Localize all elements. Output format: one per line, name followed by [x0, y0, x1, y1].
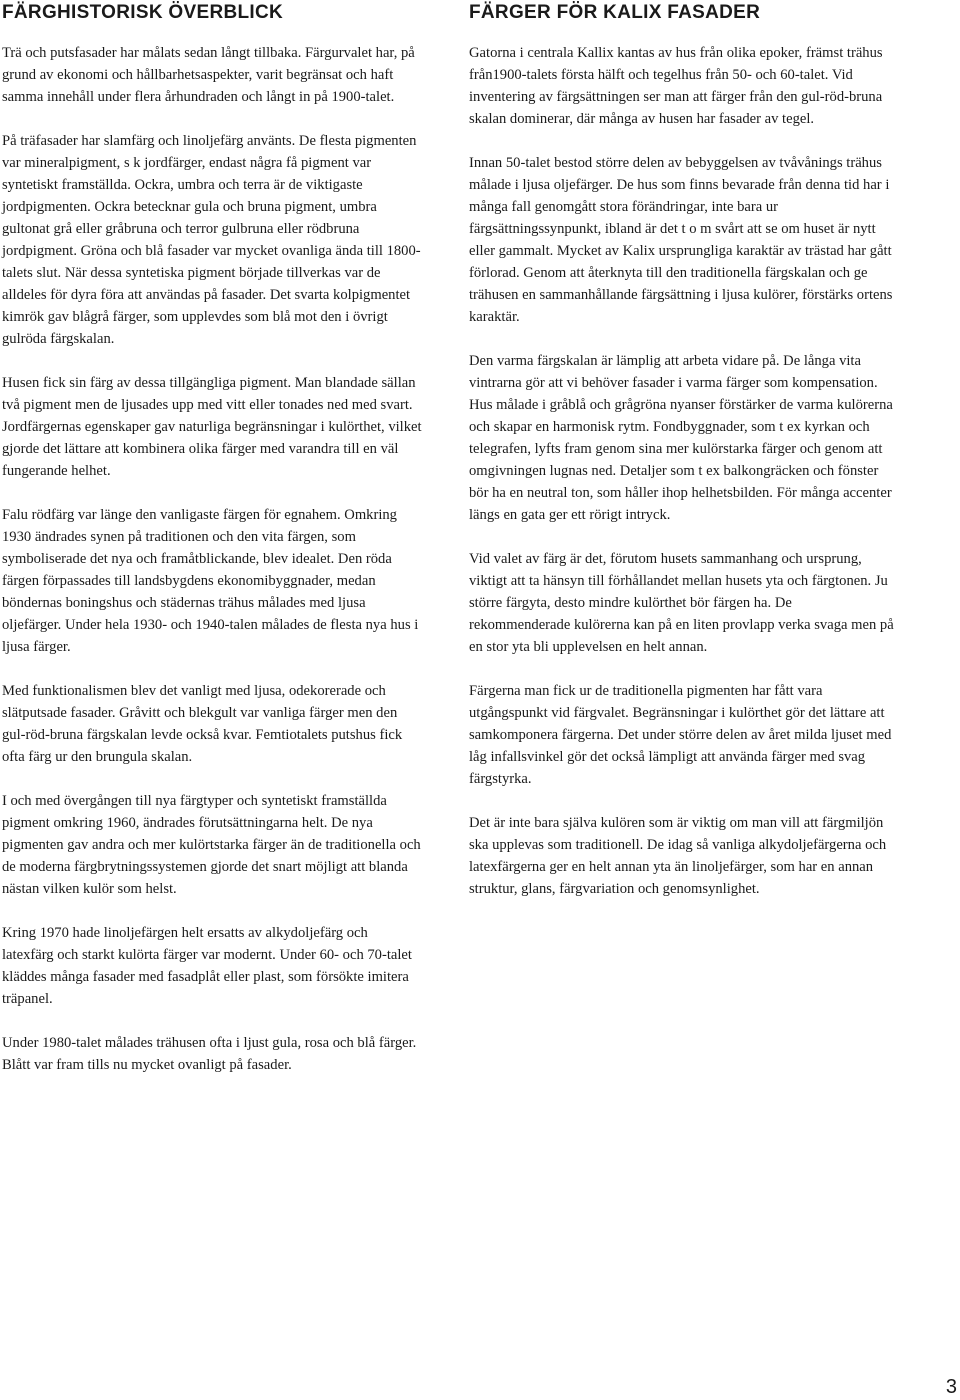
- right-paragraph-1: Gatorna i centrala Kallix kantas av hus från olika epoker, främst trähus från1900-talets första hälft och tegelhus från 50- och 60-talet. Vid inventering av färgsättningen ser man att färger från den gul-röd-bruna skalan dominerar, där många av husen har fasader av tegel.: [469, 45, 883, 127]
- right-paragraph-2: Innan 50-talet bestod större delen av bebyggelsen av tvåvånings trähus målade i ljusa oljefärger. De hus som finns bevarade från denna tid har i många fall genomgått stora förändringar, inte bara ur färgsättningssynpunkt, ibland är det t o m svårt att se om huset är nytt eller gammalt. Mycket av Kalix ursprungliga karaktär av trästad har gått förlorad. Genom att återknyta till den traditionella färgskalan och ge trähusen en sammanhållande färgsättning i ljusa kulörer, förstärks ortens karaktär.: [469, 155, 893, 325]
- left-heading: FÄRGHISTORISK ÖVERBLICK: [2, 2, 284, 23]
- right-paragraph-6: Det är inte bara själva kulören som är viktig om man vill att färgmiljön ska upplevas som traditionell. De idag så vanliga alkydoljefärgerna och latexfärgerna ger en helt annan yta än linoljefärger, som har en annan struktur, glans, färgvariation och genomsynlighet.: [469, 815, 887, 897]
- right-paragraph-3: Den varma färgskalan är lämplig att arbeta vidare på. De långa vita vintrarna gör att vi behöver fasader i varma färger som kompensation. Hus målade i gråblå och grågröna nyanser förstärker de varma kulörerna och skapar en harmonisk rytm. Fondbyggnader, som t ex kyrkan och telegrafen, lyfts fram genom sina mer kulörstarka färger och genom att omgivningen lugnas ned. Detaljer som t ex balkongräcken och fönster bör ha en neutral ton, som håller ihop helhetsbilden. För många accenter längs en gata ger ett rörigt intryck.: [469, 353, 893, 523]
- right-heading: FÄRGER FÖR KALIX FASADER: [469, 2, 761, 23]
- page-number: 3: [945, 1376, 957, 1398]
- right-paragraph-5: Färgerna man fick ur de traditionella pigmenten har fått vara utgångspunkt vid färgvalet. Begränsningar i kulörthet gör det lättare att samkomponera färgerna. Det under större delen av året milda ljuset med låg infallsvinkel gör det också lämpligt att använda färger med svag färgstyrka.: [469, 683, 892, 787]
- left-paragraph-7: Kring 1970 hade linoljefärgen helt ersatts av alkydoljefärg och latexfärg och starkt kulörta färger var modernt. Under 60- och 70-talet kläddes många fasader med fasadplåt eller plast, som försökte imitera träpanel.: [2, 925, 412, 1007]
- left-paragraph-6: I och med övergången till nya färgtyper och syntetiskt framställda pigment omkring 1960, ändrades förutsättningarna helt. De nya pigmenten gav andra och mer kulörtstarka färger än de traditionella och de moderna färgbrytningssystemen gjorde det snart möjligt att blanda nästan vilken kulör som helst.: [2, 793, 421, 897]
- left-paragraph-3: Husen fick sin färg av dessa tillgängliga pigment. Man blandade sällan två pigment men de ljusades upp med vitt eller tonades ned med svart. Jordfärgernas egenskaper gav naturliga begränsningar i kulörthet, vilket gjorde det lättare att kombinera olika färger med varandra till en väl fungerande helhet.: [2, 375, 422, 479]
- left-paragraph-2: På träfasader har slamfärg och linoljefärg använts. De flesta pigmenten var mineralpigment, s k jordfärger, endast några få pigment var syntetiskt framställda. Ockra, umbra och terra är de viktigaste jordpigmenten. Ockra betecknar gula och bruna pigment, umbra gultonat grå eller gråbruna och terror gulbruna eller rödbruna jordpigment. Gröna och blå fasader var mycket ovanliga ända till 1800-talets slut. När dessa syntetiska pigment började tillverkas var de alldeles för dyra föra att användas på fasader. Det svarta kolpigmentet kimrök gav blågrå färger, som upplevdes som blå mot den i övrigt gulröda färgskalan.: [2, 133, 421, 347]
- right-column: [469, 0, 894, 922]
- left-paragraph-5: Med funktionalismen blev det vanligt med ljusa, odekorerade och slätputsade fasader. Gråvitt och blekgult var vanliga färger men den gul-röd-bruna färgskalan levde också kvar. Femtiotalets putshus fick ofta färg ur den brungula skalan.: [2, 683, 403, 765]
- left-column: [2, 0, 422, 1098]
- left-paragraph-8: Under 1980-talet målades trähusen ofta i ljust gula, rosa och blå färger. Blått var fram tills nu mycket ovanligt på fasader.: [2, 1035, 417, 1073]
- left-paragraph-4: Falu rödfärg var länge den vanligaste färgen för egnahem. Omkring 1930 ändrades synen på traditionen och den vita färgen, som symboliserade det nya och framåtblickande, blev idealet. Den röda färgen förpassades till landsbygdens ekonomibyggnader, medan böndernas boningshus och städernas trähus målades med ljusa oljefärger. Under hela 1930- och 1940-talen målades de flesta nya hus i ljusa färger.: [2, 507, 419, 655]
- left-paragraph-1: Trä och putsfasader har målats sedan långt tillbaka. Färgurvalet har, på grund av ekonomi och hållbarhetsaspekter, varit begränsat och haft samma innehåll under flera århundraden och långt in på 1900-talet.: [2, 45, 415, 105]
- right-paragraph-4: Vid valet av färg är det, förutom husets sammanhang och ursprung, viktigt att ta hänsyn till förhållandet mellan husets yta och färgtonen. Ju större färgyta, desto mindre kulörthet bör färgen ha. De rekommenderade kulörerna kan på en liten provlapp verka svaga men på en stor yta bli upplevelsen en helt annan.: [469, 551, 894, 655]
